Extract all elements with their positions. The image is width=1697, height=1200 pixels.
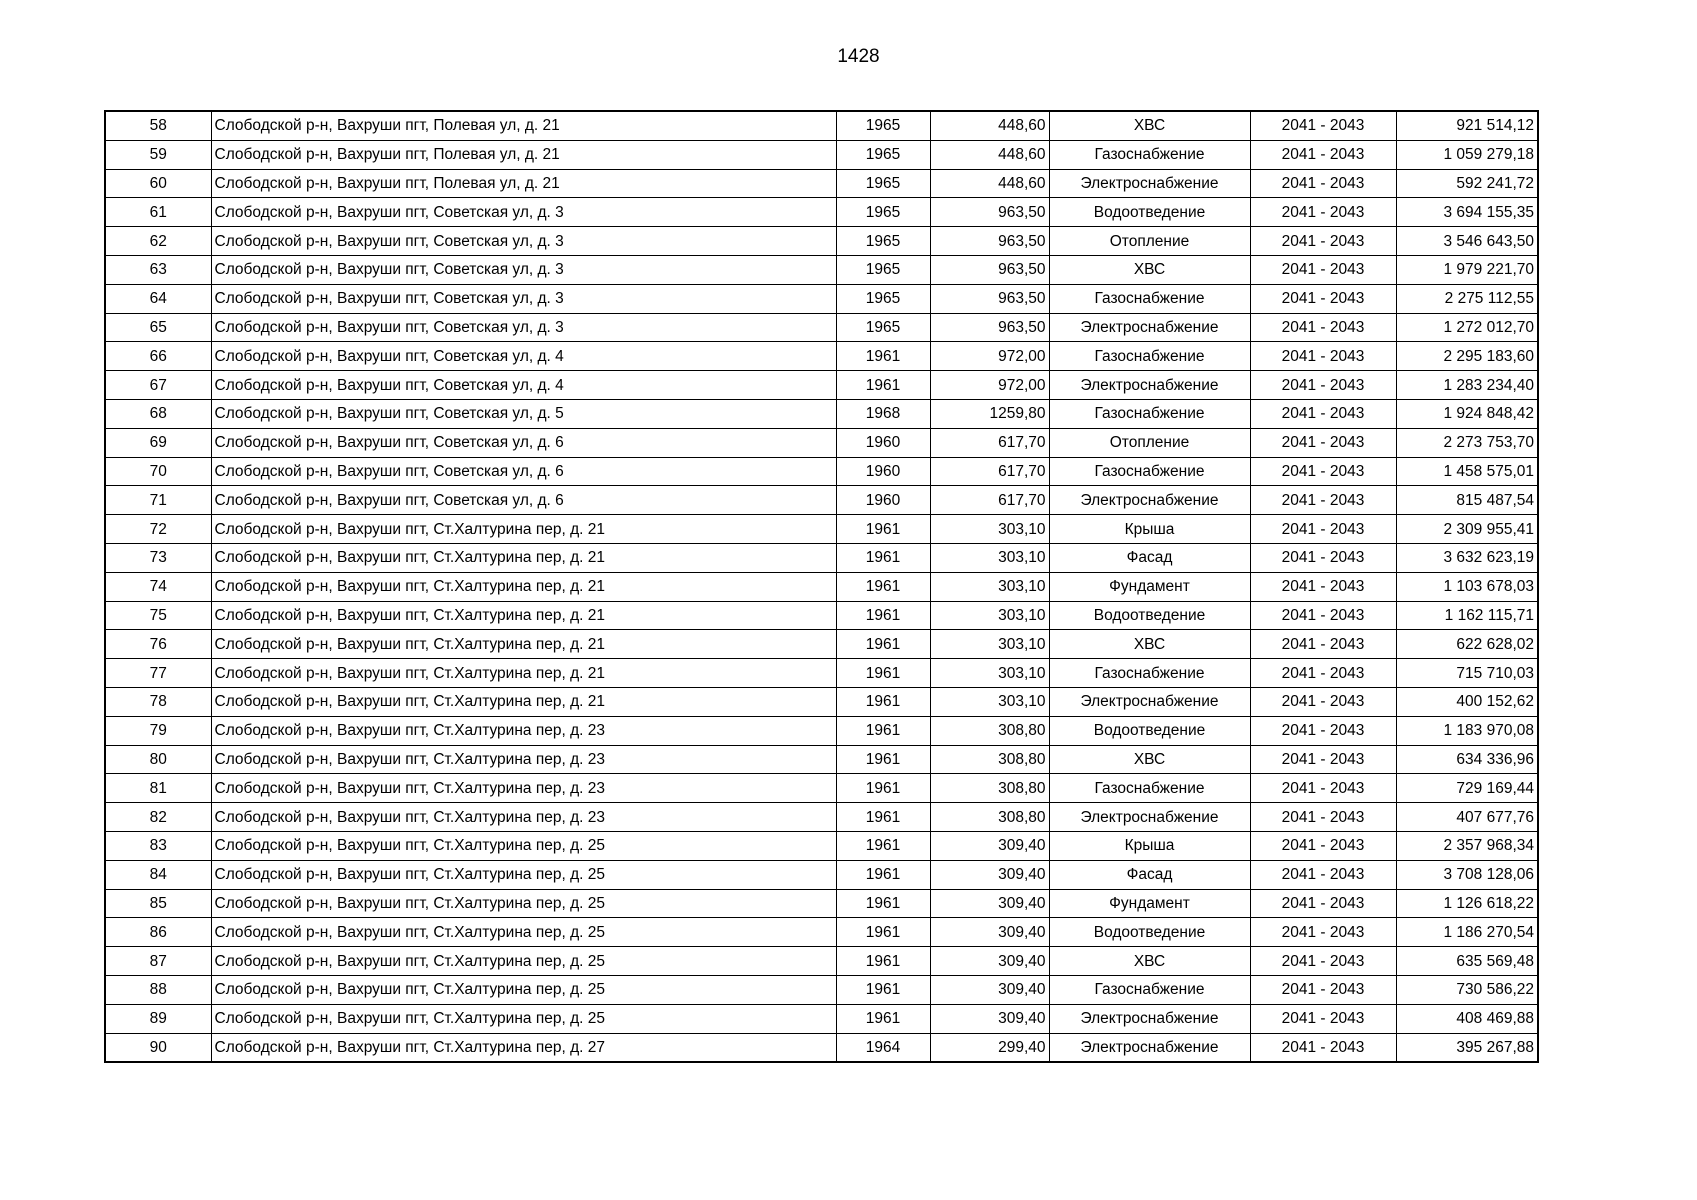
- cost-cell: 407 677,76: [1396, 803, 1538, 832]
- row-number-cell: 64: [105, 284, 211, 313]
- area-cell: 303,10: [930, 687, 1049, 716]
- area-cell: 972,00: [930, 342, 1049, 371]
- table-row: [105, 947, 1538, 976]
- area-cell: 309,40: [930, 947, 1049, 976]
- work-type-cell: Крыша: [1049, 831, 1250, 860]
- row-number-cell: 60: [105, 169, 211, 198]
- work-type-cell: Газоснабжение: [1049, 457, 1250, 486]
- table-row: [105, 803, 1538, 832]
- cost-cell: 634 336,96: [1396, 745, 1538, 774]
- cost-cell: 2 273 753,70: [1396, 428, 1538, 457]
- year-built-cell: 1961: [836, 918, 930, 947]
- cost-cell: 2 275 112,55: [1396, 284, 1538, 313]
- address-cell: Слободской р-н, Вахруши пгт, Полевая ул, д. 21: [211, 169, 836, 198]
- cost-cell: 408 469,88: [1396, 1004, 1538, 1033]
- address-cell: Слободской р-н, Вахруши пгт, Советская ул, д. 4: [211, 342, 836, 371]
- period-cell: 2041 - 2043: [1250, 687, 1396, 716]
- cost-cell: 715 710,03: [1396, 659, 1538, 688]
- row-number-cell: 66: [105, 342, 211, 371]
- year-built-cell: 1961: [836, 371, 930, 400]
- cost-cell: 3 632 623,19: [1396, 543, 1538, 572]
- table-row: [105, 486, 1538, 515]
- year-built-cell: 1961: [836, 659, 930, 688]
- table-row: [105, 543, 1538, 572]
- row-number-cell: 69: [105, 428, 211, 457]
- period-cell: 2041 - 2043: [1250, 831, 1396, 860]
- address-cell: Слободской р-н, Вахруши пгт, Советская ул, д. 4: [211, 371, 836, 400]
- year-built-cell: 1961: [836, 342, 930, 371]
- row-number-cell: 58: [105, 111, 211, 140]
- period-cell: 2041 - 2043: [1250, 313, 1396, 342]
- year-built-cell: 1964: [836, 1033, 930, 1062]
- row-number-cell: 89: [105, 1004, 211, 1033]
- address-cell: Слободской р-н, Вахруши пгт, Ст.Халтурина пер, д. 21: [211, 601, 836, 630]
- cost-cell: 730 586,22: [1396, 975, 1538, 1004]
- area-cell: 299,40: [930, 1033, 1049, 1062]
- table-row: [105, 630, 1538, 659]
- work-type-cell: Крыша: [1049, 515, 1250, 544]
- year-built-cell: 1965: [836, 255, 930, 284]
- work-type-cell: Газоснабжение: [1049, 975, 1250, 1004]
- address-cell: Слободской р-н, Вахруши пгт, Ст.Халтурина пер, д. 21: [211, 543, 836, 572]
- address-cell: Слободской р-н, Вахруши пгт, Ст.Халтурина пер, д. 23: [211, 803, 836, 832]
- period-cell: 2041 - 2043: [1250, 889, 1396, 918]
- year-built-cell: 1965: [836, 198, 930, 227]
- period-cell: 2041 - 2043: [1250, 716, 1396, 745]
- work-type-cell: Фундамент: [1049, 572, 1250, 601]
- period-cell: 2041 - 2043: [1250, 198, 1396, 227]
- row-number-cell: 73: [105, 543, 211, 572]
- address-cell: Слободской р-н, Вахруши пгт, Советская ул, д. 3: [211, 198, 836, 227]
- table-row: [105, 1004, 1538, 1033]
- period-cell: 2041 - 2043: [1250, 1033, 1396, 1062]
- year-built-cell: 1961: [836, 515, 930, 544]
- year-built-cell: 1965: [836, 313, 930, 342]
- table-row: [105, 457, 1538, 486]
- year-built-cell: 1965: [836, 140, 930, 169]
- address-cell: Слободской р-н, Вахруши пгт, Советская ул, д. 6: [211, 428, 836, 457]
- area-cell: 309,40: [930, 860, 1049, 889]
- row-number-cell: 59: [105, 140, 211, 169]
- period-cell: 2041 - 2043: [1250, 255, 1396, 284]
- cost-cell: 2 295 183,60: [1396, 342, 1538, 371]
- year-built-cell: 1960: [836, 428, 930, 457]
- table-row: [105, 687, 1538, 716]
- row-number-cell: 81: [105, 774, 211, 803]
- row-number-cell: 82: [105, 803, 211, 832]
- work-type-cell: ХВС: [1049, 745, 1250, 774]
- cost-cell: 1 162 115,71: [1396, 601, 1538, 630]
- row-number-cell: 88: [105, 975, 211, 1004]
- year-built-cell: 1961: [836, 687, 930, 716]
- year-built-cell: 1965: [836, 284, 930, 313]
- work-type-cell: Фундамент: [1049, 889, 1250, 918]
- area-cell: 963,50: [930, 313, 1049, 342]
- table-row: [105, 659, 1538, 688]
- cost-cell: 1 059 279,18: [1396, 140, 1538, 169]
- address-cell: Слободской р-н, Вахруши пгт, Ст.Халтурина пер, д. 27: [211, 1033, 836, 1062]
- address-cell: Слободской р-н, Вахруши пгт, Ст.Халтурина пер, д. 21: [211, 515, 836, 544]
- area-cell: 963,50: [930, 284, 1049, 313]
- table-row: [105, 860, 1538, 889]
- year-built-cell: 1961: [836, 601, 930, 630]
- area-cell: 617,70: [930, 457, 1049, 486]
- work-type-cell: Фасад: [1049, 543, 1250, 572]
- address-cell: Слободской р-н, Вахруши пгт, Полевая ул, д. 21: [211, 111, 836, 140]
- table-row: [105, 371, 1538, 400]
- period-cell: 2041 - 2043: [1250, 572, 1396, 601]
- area-cell: 308,80: [930, 716, 1049, 745]
- address-cell: Слободской р-н, Вахруши пгт, Ст.Халтурина пер, д. 25: [211, 889, 836, 918]
- cost-cell: 921 514,12: [1396, 111, 1538, 140]
- period-cell: 2041 - 2043: [1250, 918, 1396, 947]
- work-type-cell: Газоснабжение: [1049, 140, 1250, 169]
- work-type-cell: Водоотведение: [1049, 601, 1250, 630]
- table-row: [105, 428, 1538, 457]
- cost-cell: 729 169,44: [1396, 774, 1538, 803]
- address-cell: Слободской р-н, Вахруши пгт, Советская ул, д. 6: [211, 486, 836, 515]
- cost-cell: 1 979 221,70: [1396, 255, 1538, 284]
- cost-cell: 1 458 575,01: [1396, 457, 1538, 486]
- row-number-cell: 63: [105, 255, 211, 284]
- work-type-cell: Электроснабжение: [1049, 687, 1250, 716]
- period-cell: 2041 - 2043: [1250, 1004, 1396, 1033]
- period-cell: 2041 - 2043: [1250, 803, 1396, 832]
- row-number-cell: 79: [105, 716, 211, 745]
- cost-cell: 1 283 234,40: [1396, 371, 1538, 400]
- row-number-cell: 86: [105, 918, 211, 947]
- row-number-cell: 74: [105, 572, 211, 601]
- year-built-cell: 1961: [836, 543, 930, 572]
- year-built-cell: 1961: [836, 975, 930, 1004]
- row-number-cell: 70: [105, 457, 211, 486]
- area-cell: 303,10: [930, 572, 1049, 601]
- year-built-cell: 1961: [836, 831, 930, 860]
- work-type-cell: Отопление: [1049, 227, 1250, 256]
- area-cell: 308,80: [930, 774, 1049, 803]
- area-cell: 617,70: [930, 486, 1049, 515]
- table-row: [105, 918, 1538, 947]
- cost-cell: 2 357 968,34: [1396, 831, 1538, 860]
- period-cell: 2041 - 2043: [1250, 284, 1396, 313]
- table-row: [105, 399, 1538, 428]
- year-built-cell: 1961: [836, 774, 930, 803]
- row-number-cell: 75: [105, 601, 211, 630]
- year-built-cell: 1961: [836, 803, 930, 832]
- year-built-cell: 1961: [836, 889, 930, 918]
- cost-cell: 1 126 618,22: [1396, 889, 1538, 918]
- area-cell: 309,40: [930, 918, 1049, 947]
- work-type-cell: ХВС: [1049, 947, 1250, 976]
- address-cell: Слободской р-н, Вахруши пгт, Ст.Халтурина пер, д. 23: [211, 774, 836, 803]
- table-row: [105, 716, 1538, 745]
- area-cell: 963,50: [930, 227, 1049, 256]
- work-type-cell: Электроснабжение: [1049, 803, 1250, 832]
- area-cell: 303,10: [930, 630, 1049, 659]
- table-row: [105, 111, 1538, 140]
- table-row: [105, 169, 1538, 198]
- address-cell: Слободской р-н, Вахруши пгт, Ст.Халтурина пер, д. 21: [211, 572, 836, 601]
- year-built-cell: 1961: [836, 745, 930, 774]
- work-type-cell: Электроснабжение: [1049, 169, 1250, 198]
- row-number-cell: 85: [105, 889, 211, 918]
- work-type-cell: Электроснабжение: [1049, 1033, 1250, 1062]
- row-number-cell: 61: [105, 198, 211, 227]
- period-cell: 2041 - 2043: [1250, 515, 1396, 544]
- address-cell: Слободской р-н, Вахруши пгт, Советская ул, д. 3: [211, 313, 836, 342]
- period-cell: 2041 - 2043: [1250, 601, 1396, 630]
- period-cell: 2041 - 2043: [1250, 399, 1396, 428]
- table-row: [105, 889, 1538, 918]
- area-cell: 303,10: [930, 659, 1049, 688]
- year-built-cell: 1960: [836, 486, 930, 515]
- row-number-cell: 65: [105, 313, 211, 342]
- year-built-cell: 1965: [836, 169, 930, 198]
- table-row: [105, 572, 1538, 601]
- year-built-cell: 1968: [836, 399, 930, 428]
- work-type-cell: ХВС: [1049, 111, 1250, 140]
- address-cell: Слободской р-н, Вахруши пгт, Ст.Халтурина пер, д. 23: [211, 716, 836, 745]
- row-number-cell: 77: [105, 659, 211, 688]
- row-number-cell: 68: [105, 399, 211, 428]
- year-built-cell: 1965: [836, 111, 930, 140]
- cost-cell: 1 103 678,03: [1396, 572, 1538, 601]
- address-cell: Слободской р-н, Вахруши пгт, Советская ул, д. 5: [211, 399, 836, 428]
- address-cell: Слободской р-н, Вахруши пгт, Советская ул, д. 3: [211, 255, 836, 284]
- period-cell: 2041 - 2043: [1250, 457, 1396, 486]
- period-cell: 2041 - 2043: [1250, 169, 1396, 198]
- work-type-cell: Водоотведение: [1049, 716, 1250, 745]
- row-number-cell: 90: [105, 1033, 211, 1062]
- table-row: [105, 515, 1538, 544]
- address-cell: Слободской р-н, Вахруши пгт, Ст.Халтурина пер, д. 21: [211, 659, 836, 688]
- table-row: [105, 745, 1538, 774]
- address-cell: Слободской р-н, Вахруши пгт, Советская ул, д. 3: [211, 284, 836, 313]
- row-number-cell: 72: [105, 515, 211, 544]
- address-cell: Слободской р-н, Вахруши пгт, Ст.Халтурина пер, д. 25: [211, 918, 836, 947]
- cost-cell: 3 708 128,06: [1396, 860, 1538, 889]
- year-built-cell: 1965: [836, 227, 930, 256]
- work-type-cell: Газоснабжение: [1049, 659, 1250, 688]
- address-cell: Слободской р-н, Вахруши пгт, Ст.Халтурина пер, д. 21: [211, 630, 836, 659]
- address-cell: Слободской р-н, Вахруши пгт, Ст.Халтурина пер, д. 25: [211, 947, 836, 976]
- address-cell: Слободской р-н, Вахруши пгт, Ст.Халтурина пер, д. 21: [211, 687, 836, 716]
- cost-cell: 1 186 270,54: [1396, 918, 1538, 947]
- area-cell: 309,40: [930, 1004, 1049, 1033]
- cost-cell: 1 183 970,08: [1396, 716, 1538, 745]
- table-row: [105, 1033, 1538, 1062]
- year-built-cell: 1960: [836, 457, 930, 486]
- area-cell: 1259,80: [930, 399, 1049, 428]
- year-built-cell: 1961: [836, 860, 930, 889]
- work-type-cell: Газоснабжение: [1049, 284, 1250, 313]
- address-cell: Слободской р-н, Вахруши пгт, Ст.Халтурина пер, д. 25: [211, 831, 836, 860]
- period-cell: 2041 - 2043: [1250, 111, 1396, 140]
- page-number: 1428: [837, 46, 880, 67]
- period-cell: 2041 - 2043: [1250, 543, 1396, 572]
- area-cell: 303,10: [930, 515, 1049, 544]
- table-row: [105, 342, 1538, 371]
- table-row: [105, 227, 1538, 256]
- work-type-cell: Газоснабжение: [1049, 399, 1250, 428]
- work-type-cell: Водоотведение: [1049, 198, 1250, 227]
- cost-cell: 3 694 155,35: [1396, 198, 1538, 227]
- work-type-cell: Газоснабжение: [1049, 342, 1250, 371]
- cost-cell: 622 628,02: [1396, 630, 1538, 659]
- period-cell: 2041 - 2043: [1250, 975, 1396, 1004]
- period-cell: 2041 - 2043: [1250, 947, 1396, 976]
- period-cell: 2041 - 2043: [1250, 428, 1396, 457]
- work-type-cell: Фасад: [1049, 860, 1250, 889]
- year-built-cell: 1961: [836, 947, 930, 976]
- work-type-cell: ХВС: [1049, 255, 1250, 284]
- row-number-cell: 78: [105, 687, 211, 716]
- table-row: [105, 198, 1538, 227]
- area-cell: 448,60: [930, 140, 1049, 169]
- table-row: [105, 831, 1538, 860]
- address-cell: Слободской р-н, Вахруши пгт, Ст.Халтурина пер, д. 23: [211, 745, 836, 774]
- period-cell: 2041 - 2043: [1250, 774, 1396, 803]
- cost-cell: 1 924 848,42: [1396, 399, 1538, 428]
- year-built-cell: 1961: [836, 716, 930, 745]
- period-cell: 2041 - 2043: [1250, 659, 1396, 688]
- work-type-cell: Газоснабжение: [1049, 774, 1250, 803]
- address-cell: Слободской р-н, Вахруши пгт, Полевая ул, д. 21: [211, 140, 836, 169]
- table-row: [105, 255, 1538, 284]
- period-cell: 2041 - 2043: [1250, 227, 1396, 256]
- area-cell: 448,60: [930, 111, 1049, 140]
- row-number-cell: 76: [105, 630, 211, 659]
- address-cell: Слободской р-н, Вахруши пгт, Ст.Халтурина пер, д. 25: [211, 975, 836, 1004]
- area-cell: 309,40: [930, 975, 1049, 1004]
- area-cell: 617,70: [930, 428, 1049, 457]
- address-cell: Слободской р-н, Вахруши пгт, Советская ул, д. 6: [211, 457, 836, 486]
- row-number-cell: 80: [105, 745, 211, 774]
- table-row: [105, 284, 1538, 313]
- period-cell: 2041 - 2043: [1250, 342, 1396, 371]
- area-cell: 448,60: [930, 169, 1049, 198]
- table-row: [105, 601, 1538, 630]
- table-body: [105, 111, 1538, 1062]
- table-row: [105, 313, 1538, 342]
- area-cell: 303,10: [930, 601, 1049, 630]
- table-row: [105, 140, 1538, 169]
- area-cell: 309,40: [930, 889, 1049, 918]
- cost-cell: 592 241,72: [1396, 169, 1538, 198]
- area-cell: 972,00: [930, 371, 1049, 400]
- period-cell: 2041 - 2043: [1250, 630, 1396, 659]
- work-type-cell: Электроснабжение: [1049, 1004, 1250, 1033]
- area-cell: 963,50: [930, 255, 1049, 284]
- area-cell: 308,80: [930, 803, 1049, 832]
- period-cell: 2041 - 2043: [1250, 860, 1396, 889]
- period-cell: 2041 - 2043: [1250, 140, 1396, 169]
- period-cell: 2041 - 2043: [1250, 745, 1396, 774]
- work-type-cell: ХВС: [1049, 630, 1250, 659]
- table-row: [105, 975, 1538, 1004]
- area-cell: 303,10: [930, 543, 1049, 572]
- area-cell: 963,50: [930, 198, 1049, 227]
- area-cell: 308,80: [930, 745, 1049, 774]
- period-cell: 2041 - 2043: [1250, 486, 1396, 515]
- year-built-cell: 1961: [836, 572, 930, 601]
- cost-cell: 815 487,54: [1396, 486, 1538, 515]
- repair-schedule-table: [104, 110, 1539, 1063]
- row-number-cell: 83: [105, 831, 211, 860]
- row-number-cell: 87: [105, 947, 211, 976]
- row-number-cell: 71: [105, 486, 211, 515]
- year-built-cell: 1961: [836, 630, 930, 659]
- row-number-cell: 62: [105, 227, 211, 256]
- cost-cell: 400 152,62: [1396, 687, 1538, 716]
- cost-cell: 395 267,88: [1396, 1033, 1538, 1062]
- area-cell: 309,40: [930, 831, 1049, 860]
- year-built-cell: 1961: [836, 1004, 930, 1033]
- row-number-cell: 84: [105, 860, 211, 889]
- address-cell: Слободской р-н, Вахруши пгт, Ст.Халтурина пер, д. 25: [211, 860, 836, 889]
- address-cell: Слободской р-н, Вахруши пгт, Ст.Халтурина пер, д. 25: [211, 1004, 836, 1033]
- period-cell: 2041 - 2043: [1250, 371, 1396, 400]
- cost-cell: 1 272 012,70: [1396, 313, 1538, 342]
- table-row: [105, 774, 1538, 803]
- work-type-cell: Водоотведение: [1049, 918, 1250, 947]
- cost-cell: 2 309 955,41: [1396, 515, 1538, 544]
- work-type-cell: Отопление: [1049, 428, 1250, 457]
- work-type-cell: Электроснабжение: [1049, 371, 1250, 400]
- address-cell: Слободской р-н, Вахруши пгт, Советская ул, д. 3: [211, 227, 836, 256]
- cost-cell: 3 546 643,50: [1396, 227, 1538, 256]
- work-type-cell: Электроснабжение: [1049, 313, 1250, 342]
- work-type-cell: Электроснабжение: [1049, 486, 1250, 515]
- row-number-cell: 67: [105, 371, 211, 400]
- cost-cell: 635 569,48: [1396, 947, 1538, 976]
